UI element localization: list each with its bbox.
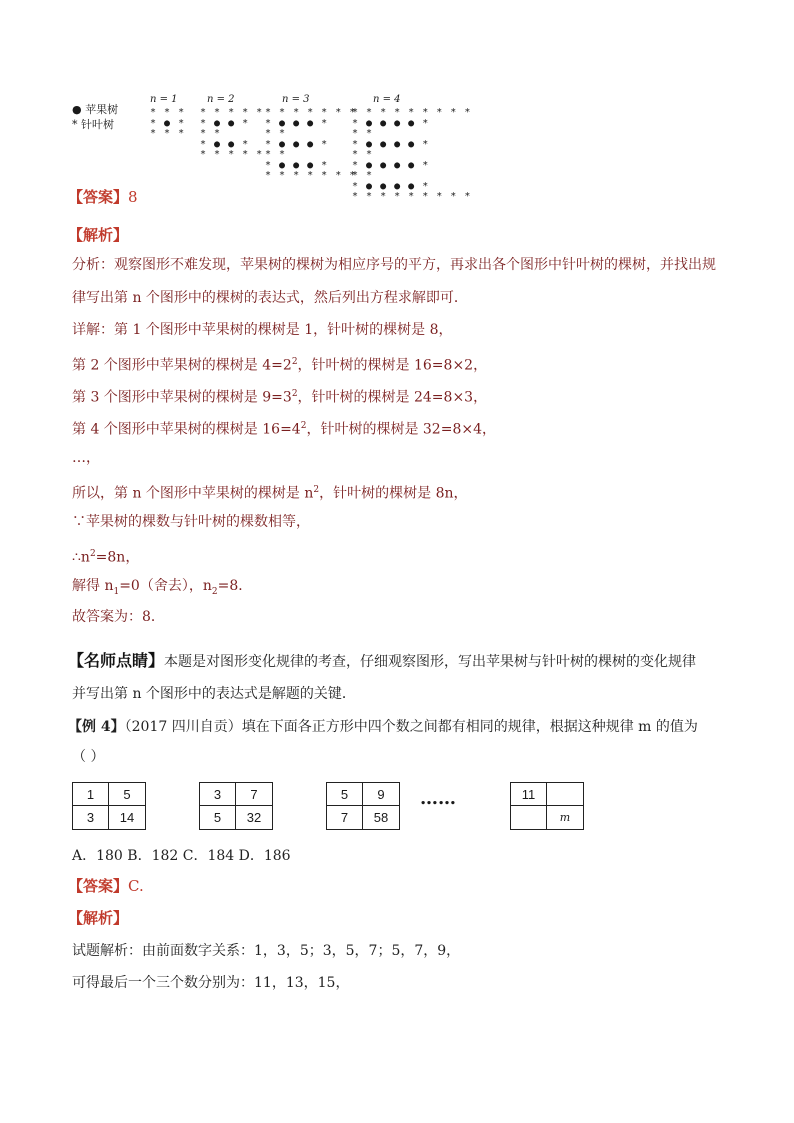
pattern-row: * * * * * bbox=[200, 107, 264, 118]
pattern-row: * ● ● ● ● * bbox=[352, 138, 430, 150]
pattern-row: * * bbox=[352, 128, 374, 139]
detail-line-3: 第 3 个图形中苹果树的棵树是 $9=3^2$，针叶树的棵树是 24=8×3， bbox=[72, 389, 488, 406]
number-square-4 bbox=[510, 782, 584, 830]
detail-line-8: $\therefore n^2=8n$， bbox=[72, 549, 140, 566]
pattern-row: * * * bbox=[150, 128, 186, 139]
figure-label-n3: n = 3 bbox=[282, 94, 310, 105]
detail-line-9: 解得 $n_1=0$（舍去），$n_2=8$． bbox=[72, 578, 253, 597]
pattern-n4 bbox=[352, 108, 471, 203]
pattern-row: * * * * * * * * * bbox=[352, 191, 472, 202]
pattern-n1 bbox=[150, 108, 185, 140]
analysis-2-line-1: 试题解析：由前面数字关系：1，3，5；3，5，7；5，7，9， bbox=[72, 943, 461, 959]
detail-line-6: 所以，第 n 个图形中苹果树的棵树是 $n^2$，针叶树的棵树是 8n， bbox=[72, 485, 468, 502]
pattern-row: * ● ● ● * bbox=[265, 159, 329, 171]
answer-2-tag: 【答案】 bbox=[68, 877, 129, 895]
example-4-text-2: （ ） bbox=[72, 749, 105, 765]
example-4 bbox=[68, 716, 698, 736]
square-cell: 3 bbox=[200, 783, 236, 806]
square-cell: 58 bbox=[373, 810, 389, 825]
pattern-row: * ● ● ● * bbox=[265, 117, 329, 129]
square-cell: 32 bbox=[246, 810, 262, 825]
teacher-note bbox=[68, 648, 696, 671]
pattern-row: * * bbox=[352, 170, 374, 181]
pattern-n2 bbox=[200, 108, 263, 161]
detail-line-7: ∵苹果树的棵数与针叶树的棵数相等， bbox=[72, 514, 310, 530]
legend-apple: ● 苹果树 bbox=[72, 103, 119, 116]
answer-tag: 【答案】 bbox=[68, 188, 129, 206]
pattern-row: * ● ● * bbox=[200, 117, 250, 129]
ellipsis: …… bbox=[420, 788, 456, 809]
teacher-note-text-2: 并写出第 n 个图形中的表达式是解题的关键． bbox=[72, 686, 356, 702]
square-cell bbox=[511, 806, 547, 829]
example-4-tag: 【例 4】 bbox=[68, 719, 125, 735]
answer-block bbox=[68, 186, 138, 207]
pattern-row: * * bbox=[265, 149, 287, 160]
analysis-paragraph-line-2: 律写出第 n 个图形中的棵树的表达式，然后列出方程求解即可． bbox=[72, 290, 468, 306]
square-cell bbox=[547, 783, 583, 806]
square-cell: 5 bbox=[200, 806, 236, 829]
square-cell: 5 bbox=[327, 783, 363, 806]
number-square-3 bbox=[326, 782, 400, 830]
square-cell: 7 bbox=[327, 806, 363, 829]
square-cell: 1 bbox=[73, 783, 109, 806]
square-cell: 3 bbox=[73, 806, 109, 829]
detail-line-5: …， bbox=[72, 450, 100, 466]
pattern-row: * ● ● ● ● * bbox=[352, 180, 430, 192]
square-cell: 7 bbox=[236, 783, 272, 806]
detail-line-4: 第 4 个图形中苹果树的棵树是 $16=4^2$，针叶树的棵树是 32=8×4， bbox=[72, 421, 496, 438]
square-cell: 5 bbox=[109, 783, 145, 806]
analysis-2-tag: 【解析】 bbox=[68, 909, 129, 927]
pattern-row: * * bbox=[200, 128, 222, 139]
teacher-note-text-1: 本题是对图形变化规律的考查，仔细观察图形，写出苹果树与针叶树的棵树的变化规律 bbox=[164, 654, 697, 670]
detail-line-1: 详解：第 1 个图形中苹果树的棵树是 1，针叶树的棵树是 8， bbox=[72, 322, 453, 338]
square-cell: 14 bbox=[119, 810, 135, 825]
pattern-n3 bbox=[265, 108, 356, 182]
number-square-1 bbox=[72, 782, 146, 830]
legend-pine: * 针叶树 bbox=[72, 118, 114, 131]
analysis-2-line-2: 可得最后一个三个数分别为：11，13，15， bbox=[72, 975, 350, 991]
options: A．180 B．182 C．184 D．186 bbox=[72, 848, 291, 864]
pattern-row: * * bbox=[352, 149, 374, 160]
analysis-paragraph-line-1: 分析：观察图形不难发现，苹果树的棵树为相应序号的平方，再求出各个图形中针叶树的棵树，并找出规 bbox=[72, 257, 716, 273]
example-4-text-1: （2017 四川自贡）填在下面各正方形中四个数之间都有相同的规律，根据这种规律 m 的值为 bbox=[124, 719, 698, 735]
pattern-row: * ● ● ● * bbox=[265, 138, 329, 150]
teacher-note-tag: 【名师点睛】 bbox=[68, 651, 165, 670]
square-cell: 9 bbox=[363, 783, 399, 806]
analysis-tag: 【解析】 bbox=[68, 226, 129, 244]
pattern-row: * * * * * * * * * bbox=[352, 107, 472, 118]
answer-value: 8 bbox=[128, 188, 138, 206]
pattern-row: * * * * * * * bbox=[265, 170, 357, 181]
answer-2-value: C. bbox=[128, 877, 144, 895]
square-cell: 11 bbox=[511, 783, 547, 806]
pattern-row: * ● ● ● ● * bbox=[352, 159, 430, 171]
detail-line-2: 第 2 个图形中苹果树的棵树是 $4=2^2$，针叶树的棵树是 16=8×2， bbox=[72, 357, 488, 374]
figure-label-n1: n = 1 bbox=[150, 94, 178, 105]
pattern-row: * ● ● * bbox=[200, 138, 250, 150]
figure-label-n4: n = 4 bbox=[373, 94, 401, 105]
pattern-row: * * bbox=[265, 128, 287, 139]
figure-label-n2: n = 2 bbox=[207, 94, 235, 105]
detail-line-10: 故答案为：8． bbox=[72, 609, 165, 625]
pattern-row: * * * bbox=[150, 107, 186, 118]
pattern-row: * ● * bbox=[150, 117, 186, 129]
pattern-row: * * * * * * * bbox=[265, 107, 357, 118]
pattern-row: * ● ● ● ● * bbox=[352, 117, 430, 129]
number-square-2 bbox=[199, 782, 273, 830]
square-cell-m: m bbox=[559, 811, 571, 824]
pattern-row: * * * * * bbox=[200, 149, 264, 160]
answer-2-block bbox=[68, 875, 144, 896]
